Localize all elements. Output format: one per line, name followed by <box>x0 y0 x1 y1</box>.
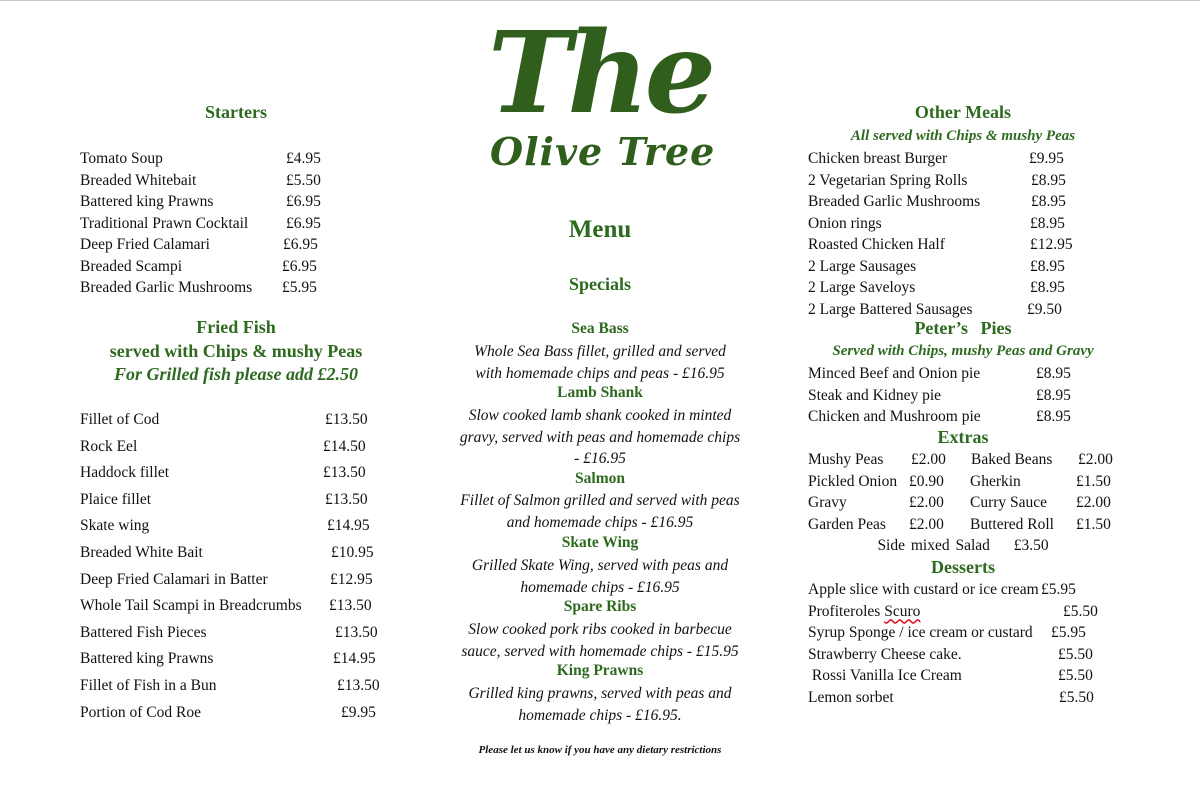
item-price: £5.95 <box>1051 624 1086 641</box>
special-desc-line: - £16.95 <box>574 450 626 467</box>
item-name: Lemon sorbet <box>808 688 894 706</box>
menu-item <box>80 170 400 192</box>
item-price: £5.95 <box>282 279 317 296</box>
menu-item <box>80 148 400 170</box>
item-price: £9.50 <box>1027 300 1062 318</box>
other-meals-list <box>808 148 1128 320</box>
menu-item <box>80 407 400 434</box>
item-price: £5.95 <box>1041 581 1076 598</box>
item-price: £2.00 <box>911 451 946 468</box>
item-price: £5.50 <box>1063 602 1098 620</box>
menu-item <box>808 256 1128 278</box>
grilled-fish-note: For Grilled fish please add £2.50 <box>113 364 358 384</box>
item-name: Deep Fried Calamari <box>80 236 210 253</box>
menu-item <box>808 213 1128 235</box>
item-price: £8.95 <box>1031 193 1066 210</box>
item-name: Portion of Cod Roe <box>80 703 201 721</box>
item-name: Breaded Garlic Mushrooms <box>80 279 253 296</box>
menu-item <box>80 434 400 461</box>
menu-item <box>808 277 1128 299</box>
menu-item <box>80 646 400 673</box>
top-border <box>0 0 1200 1</box>
item-price: £2.00 <box>1076 494 1111 511</box>
menu-item <box>808 406 1128 428</box>
menu-item <box>808 687 1128 709</box>
logo-the: The <box>488 8 713 139</box>
menu-item <box>80 540 400 567</box>
item-name: Profiteroles Scuro <box>808 602 921 620</box>
item-name: 2 Vegetarian Spring Rolls <box>808 171 968 189</box>
menu-item <box>80 460 400 487</box>
item-price: £8.95 <box>1030 279 1065 296</box>
item-price: £13.50 <box>337 676 380 694</box>
menu-item <box>80 213 400 235</box>
item-price: £8.95 <box>1036 386 1071 404</box>
menu-item <box>80 673 400 700</box>
menu-heading: Menu <box>568 216 632 243</box>
menu-item <box>808 622 1128 644</box>
item-price: £1.50 <box>1076 472 1111 490</box>
extras-row <box>808 514 1138 536</box>
extras-heading: Extras <box>937 427 989 447</box>
item-name: Traditional Prawn Cocktail <box>80 214 249 232</box>
item-price: £9.95 <box>1029 150 1064 167</box>
special-desc-line: with homemade chips and peas - £16.95 <box>475 364 725 382</box>
special-desc-line: Slow cooked lamb shank cooked in minted <box>468 407 732 424</box>
pies-heading: Peter’s Pies <box>914 318 1012 338</box>
item-name: Fillet of Fish in a Bun <box>80 676 217 694</box>
menu-item <box>808 665 1128 687</box>
item-name: Pickled Onion <box>808 472 898 490</box>
item-price: £13.50 <box>335 623 378 641</box>
item-price: £2.00 <box>909 515 944 533</box>
extras-row <box>808 492 1138 514</box>
item-name: Fillet of Cod <box>80 411 160 428</box>
special-desc-line: homemade chips - £16.95 <box>520 578 680 596</box>
item-price: £5.50 <box>1058 645 1093 663</box>
desserts-list <box>808 579 1128 708</box>
menu-item <box>808 644 1128 666</box>
item-name: Chicken and Mushroom pie <box>808 408 981 425</box>
desserts-heading: Desserts <box>931 557 995 577</box>
extras-list <box>808 449 1138 535</box>
menu-item <box>808 601 1128 623</box>
fried-fish-list <box>80 407 400 726</box>
menu-item <box>808 191 1128 213</box>
menu-item <box>80 513 400 540</box>
item-name: Side mixed Salad <box>877 537 990 554</box>
item-price: £6.95 <box>286 193 321 210</box>
item-name: Deep Fried Calamari in Batter <box>80 570 268 588</box>
logo-olive-tree: Olive Tree <box>490 129 716 174</box>
special-name: Salmon <box>575 470 625 487</box>
special-name: Sea Bass <box>571 320 629 337</box>
item-price: £13.50 <box>325 490 368 508</box>
menu-item <box>808 170 1128 192</box>
special-name: Spare Ribs <box>563 598 637 615</box>
item-name: Whole Tail Scampi in Breadcrumbs <box>80 597 302 615</box>
item-price: £9.95 <box>341 703 376 721</box>
extras-row <box>808 449 1138 471</box>
item-name: Battered king Prawns <box>80 193 214 210</box>
menu-item <box>80 234 400 256</box>
item-price: £0.90 <box>909 472 944 490</box>
item-name: 2 Large Sausages <box>808 257 917 275</box>
item-name: Buttered Roll <box>970 515 1054 533</box>
item-price: £2.00 <box>1078 451 1113 468</box>
special-desc-line: Fillet of Salmon grilled and served with peas <box>460 492 740 509</box>
item-price: £13.50 <box>325 411 368 428</box>
item-name: Haddock fillet <box>80 464 170 482</box>
item-name: Apple slice with custard or ice cream <box>808 581 1039 598</box>
other-meals-heading: Other Meals <box>914 102 1012 122</box>
item-name: Battered Fish Pieces <box>80 623 207 641</box>
menu-item <box>80 700 400 727</box>
item-price: £6.95 <box>286 214 321 232</box>
item-price: £13.50 <box>329 597 372 615</box>
item-name: Rock Eel <box>80 437 138 455</box>
special-desc-line: Whole Sea Bass fillet, grilled and served <box>474 343 726 360</box>
item-price: £5.50 <box>1058 667 1093 684</box>
item-price: £8.95 <box>1036 365 1071 382</box>
special-desc-line: Grilled king prawns, served with peas and <box>468 685 732 702</box>
special-desc-line: sauce, served with homemade chips - £15.95 <box>461 642 739 660</box>
special-desc-line: Slow cooked pork ribs cooked in barbecue <box>468 621 732 638</box>
item-name: Curry Sauce <box>970 494 1048 511</box>
item-price: £1.50 <box>1076 515 1111 533</box>
item-price: £6.95 <box>282 257 317 275</box>
menu-item <box>80 487 400 514</box>
item-name: Chicken breast Burger <box>808 150 948 167</box>
item-name: Steak and Kidney pie <box>808 386 942 404</box>
item-name: Rossi Vanilla Ice Cream <box>808 667 962 684</box>
special-description <box>440 683 760 726</box>
menu-item <box>80 593 400 620</box>
item-name: Gherkin <box>970 472 1021 490</box>
item-name: Breaded Scampi <box>80 257 183 275</box>
item-price: £8.95 <box>1030 257 1065 275</box>
item-price: £6.95 <box>283 236 318 253</box>
menu-item <box>80 277 400 299</box>
item-price: £8.95 <box>1036 408 1071 425</box>
item-name: Baked Beans <box>971 451 1053 468</box>
spellcheck-word: Scuro <box>884 602 921 620</box>
item-price: £12.95 <box>1030 236 1073 253</box>
menu-item <box>808 363 1128 385</box>
item-price: £8.95 <box>1031 171 1066 189</box>
dietary-note: Please let us know if you have any dietary restrictions <box>478 744 722 756</box>
item-price: £3.50 <box>1013 537 1049 554</box>
item-price: £5.50 <box>286 171 321 189</box>
special-description <box>440 619 760 662</box>
menu-item <box>808 148 1128 170</box>
item-name: Breaded Whitebait <box>80 171 197 189</box>
item-name: Minced Beef and Onion pie <box>808 365 981 382</box>
menu-item <box>808 299 1128 321</box>
special-name: Lamb Shank <box>557 384 643 401</box>
item-name: Breaded Garlic Mushrooms <box>808 193 981 210</box>
other-meals-subtitle: All served with Chips & mushy Peas <box>850 128 1076 144</box>
menu-item <box>80 256 400 278</box>
item-name: Syrup Sponge / ice cream or custard <box>808 624 1033 641</box>
item-price: £13.50 <box>323 464 366 482</box>
item-price: £14.95 <box>333 650 376 668</box>
special-name: King Prawns <box>556 662 644 679</box>
menu-item <box>80 620 400 647</box>
item-price: £8.95 <box>1030 214 1065 232</box>
item-name: 2 Large Saveloys <box>808 279 916 296</box>
menu-item <box>80 191 400 213</box>
starters-heading: Starters <box>205 102 267 122</box>
special-desc-line: Grilled Skate Wing, served with peas and <box>471 557 729 574</box>
item-name: 2 Large Battered Sausages <box>808 300 973 318</box>
item-name: Breaded White Bait <box>80 543 203 561</box>
special-description <box>440 405 760 470</box>
item-name: Garden Peas <box>808 515 886 533</box>
item-name: Onion rings <box>808 214 882 232</box>
extras-row <box>808 471 1138 493</box>
item-name: Tomato Soup <box>80 150 163 167</box>
item-price: £2.00 <box>909 494 944 511</box>
starters-list <box>80 148 400 299</box>
specials-heading: Specials <box>568 274 631 294</box>
item-price: £4.95 <box>286 150 321 167</box>
item-name: Roasted Chicken Half <box>808 236 945 253</box>
item-name: Strawberry Cheese cake. <box>808 645 962 663</box>
fried-fish-heading: Fried Fish <box>196 317 276 337</box>
item-name: Mushy Peas <box>808 451 884 468</box>
item-name: Plaice fillet <box>80 490 152 508</box>
special-description <box>440 341 760 384</box>
side-salad <box>808 535 1118 557</box>
item-price: £12.95 <box>330 570 373 588</box>
special-description <box>440 490 760 533</box>
special-name: Skate Wing <box>561 534 639 551</box>
menu-item <box>808 385 1128 407</box>
pies-subtitle: Served with Chips, mushy Peas and Gravy <box>832 343 1094 359</box>
pies-list <box>808 363 1128 428</box>
item-name: Gravy <box>808 494 847 511</box>
special-desc-line: homemade chips - £16.95. <box>518 706 682 724</box>
fried-fish-subtitle: served with Chips & mushy Peas <box>109 341 363 361</box>
menu-item <box>80 567 400 594</box>
menu-item <box>808 579 1128 601</box>
special-desc-line: gravy, served with peas and homemade chips <box>459 428 741 446</box>
item-name: Battered king Prawns <box>80 650 214 668</box>
menu-item <box>808 234 1128 256</box>
item-price: £10.95 <box>331 543 374 561</box>
special-desc-line: and homemade chips - £16.95 <box>506 513 694 531</box>
item-name: Skate wing <box>80 517 150 535</box>
item-price: £14.50 <box>323 437 366 455</box>
special-description <box>440 555 760 598</box>
item-price: £5.50 <box>1059 688 1094 706</box>
item-price: £14.95 <box>327 517 370 535</box>
